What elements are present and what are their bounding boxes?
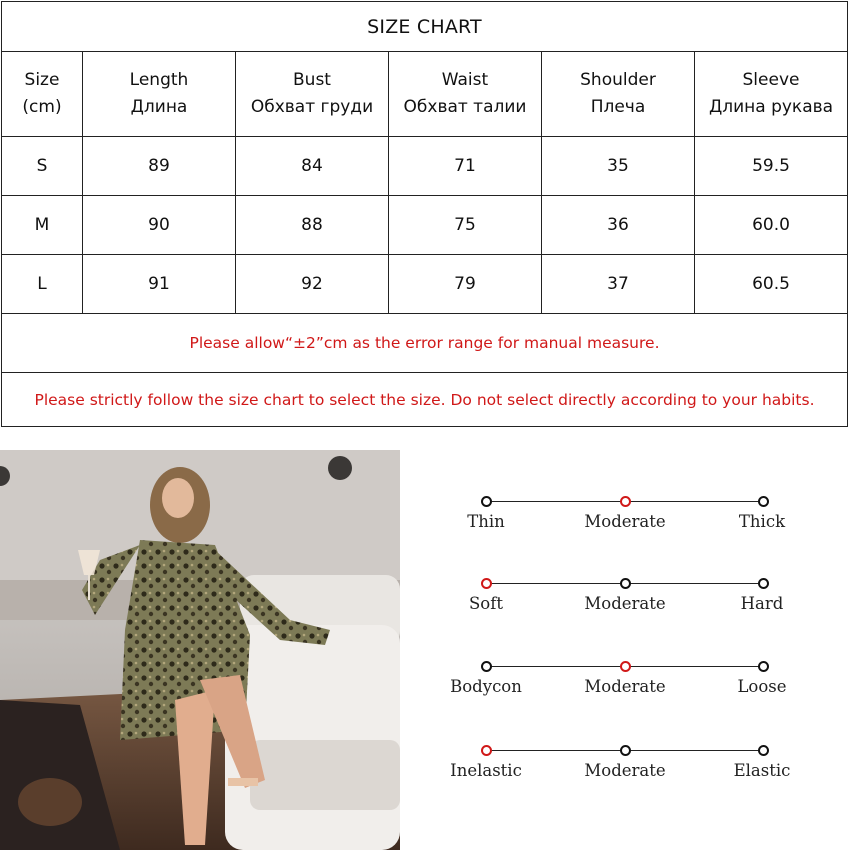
cell-shoulder: 36 xyxy=(542,196,695,254)
table-row xyxy=(2,196,847,255)
header-length-ru: Длина xyxy=(130,97,188,117)
scale-label: Moderate xyxy=(584,594,666,613)
cell-sleeve: 59.5 xyxy=(752,155,790,176)
scale-label: Thick xyxy=(738,512,786,531)
scale-dot xyxy=(758,745,769,756)
header-length-en: Length xyxy=(129,70,189,90)
cell-size: L xyxy=(2,255,83,313)
model-photo-illustration xyxy=(0,450,400,850)
scale-label: Thin xyxy=(467,512,505,531)
error-range-note-row xyxy=(2,314,847,373)
table-row xyxy=(2,137,847,196)
scale-dot xyxy=(481,496,492,507)
size-chart-title: SIZE CHART xyxy=(2,2,847,52)
scale-dot xyxy=(620,496,631,507)
cell-shoulder: 35 xyxy=(542,137,695,195)
scale-dot xyxy=(758,496,769,507)
cell-waist: 75 xyxy=(389,196,542,254)
cell-bust: 84 xyxy=(236,137,389,195)
table-row xyxy=(2,255,847,314)
header-bust-en: Bust xyxy=(293,70,331,90)
size-chart-table xyxy=(1,1,848,427)
cell-sleeve: 60.5 xyxy=(752,273,790,294)
header-sleeve xyxy=(695,52,847,136)
header-size-en: Size xyxy=(24,70,60,90)
softness-scale xyxy=(440,576,820,626)
scale-label: Soft xyxy=(469,594,503,613)
cell-length: 91 xyxy=(83,255,236,313)
table-header-row xyxy=(2,52,847,137)
header-shoulder-ru: Плеча xyxy=(590,97,646,117)
model-photo xyxy=(0,450,400,850)
scale-dot xyxy=(758,661,769,672)
header-size xyxy=(2,52,83,136)
header-waist xyxy=(389,52,542,136)
scale-label: Hard xyxy=(740,594,784,613)
scale-dot xyxy=(481,661,492,672)
header-bust-ru: Обхват груди xyxy=(250,97,374,117)
scale-label: Moderate xyxy=(584,761,666,780)
header-sleeve-ru: Длина рукава xyxy=(708,97,834,117)
scale-dot xyxy=(620,578,631,589)
cell-waist: 71 xyxy=(389,137,542,195)
scale-label: Bodycon xyxy=(450,677,522,696)
scale-label: Moderate xyxy=(584,677,666,696)
scale-dot xyxy=(620,745,631,756)
follow-chart-note-row xyxy=(2,373,847,427)
cell-length: 89 xyxy=(83,137,236,195)
fit-scale xyxy=(440,659,820,709)
scale-dot xyxy=(758,578,769,589)
header-bust xyxy=(236,52,389,136)
cell-sleeve: 60.0 xyxy=(752,214,790,235)
scale-label: Inelastic xyxy=(450,761,522,780)
cell-shoulder: 37 xyxy=(542,255,695,313)
elasticity-scale xyxy=(440,743,820,793)
cell-waist: 79 xyxy=(389,255,542,313)
scale-dot xyxy=(481,745,492,756)
header-waist-en: Waist xyxy=(441,70,489,90)
header-shoulder xyxy=(542,52,695,136)
scale-dot xyxy=(620,661,631,672)
error-range-note: Please allow“±2”cm as the error range for manual measure. xyxy=(189,334,660,352)
cell-bust: 92 xyxy=(236,255,389,313)
cell-bust: 88 xyxy=(236,196,389,254)
cell-length: 90 xyxy=(83,196,236,254)
follow-chart-note: Please strictly follow the size chart to select the size. Do not select directly according to your habits. xyxy=(34,391,815,409)
cell-size: S xyxy=(2,137,83,195)
header-waist-ru: Обхват талии xyxy=(403,97,527,117)
scale-label: Moderate xyxy=(584,512,666,531)
header-shoulder-en: Shoulder xyxy=(580,70,656,90)
scale-label: Loose xyxy=(737,677,787,696)
scale-dot xyxy=(481,578,492,589)
cell-size: M xyxy=(2,196,83,254)
thickness-scale xyxy=(440,494,820,544)
header-size-unit: (cm) xyxy=(22,97,62,117)
header-sleeve-en: Sleeve xyxy=(742,70,800,90)
scale-label: Elastic xyxy=(733,761,791,780)
header-length xyxy=(83,52,236,136)
